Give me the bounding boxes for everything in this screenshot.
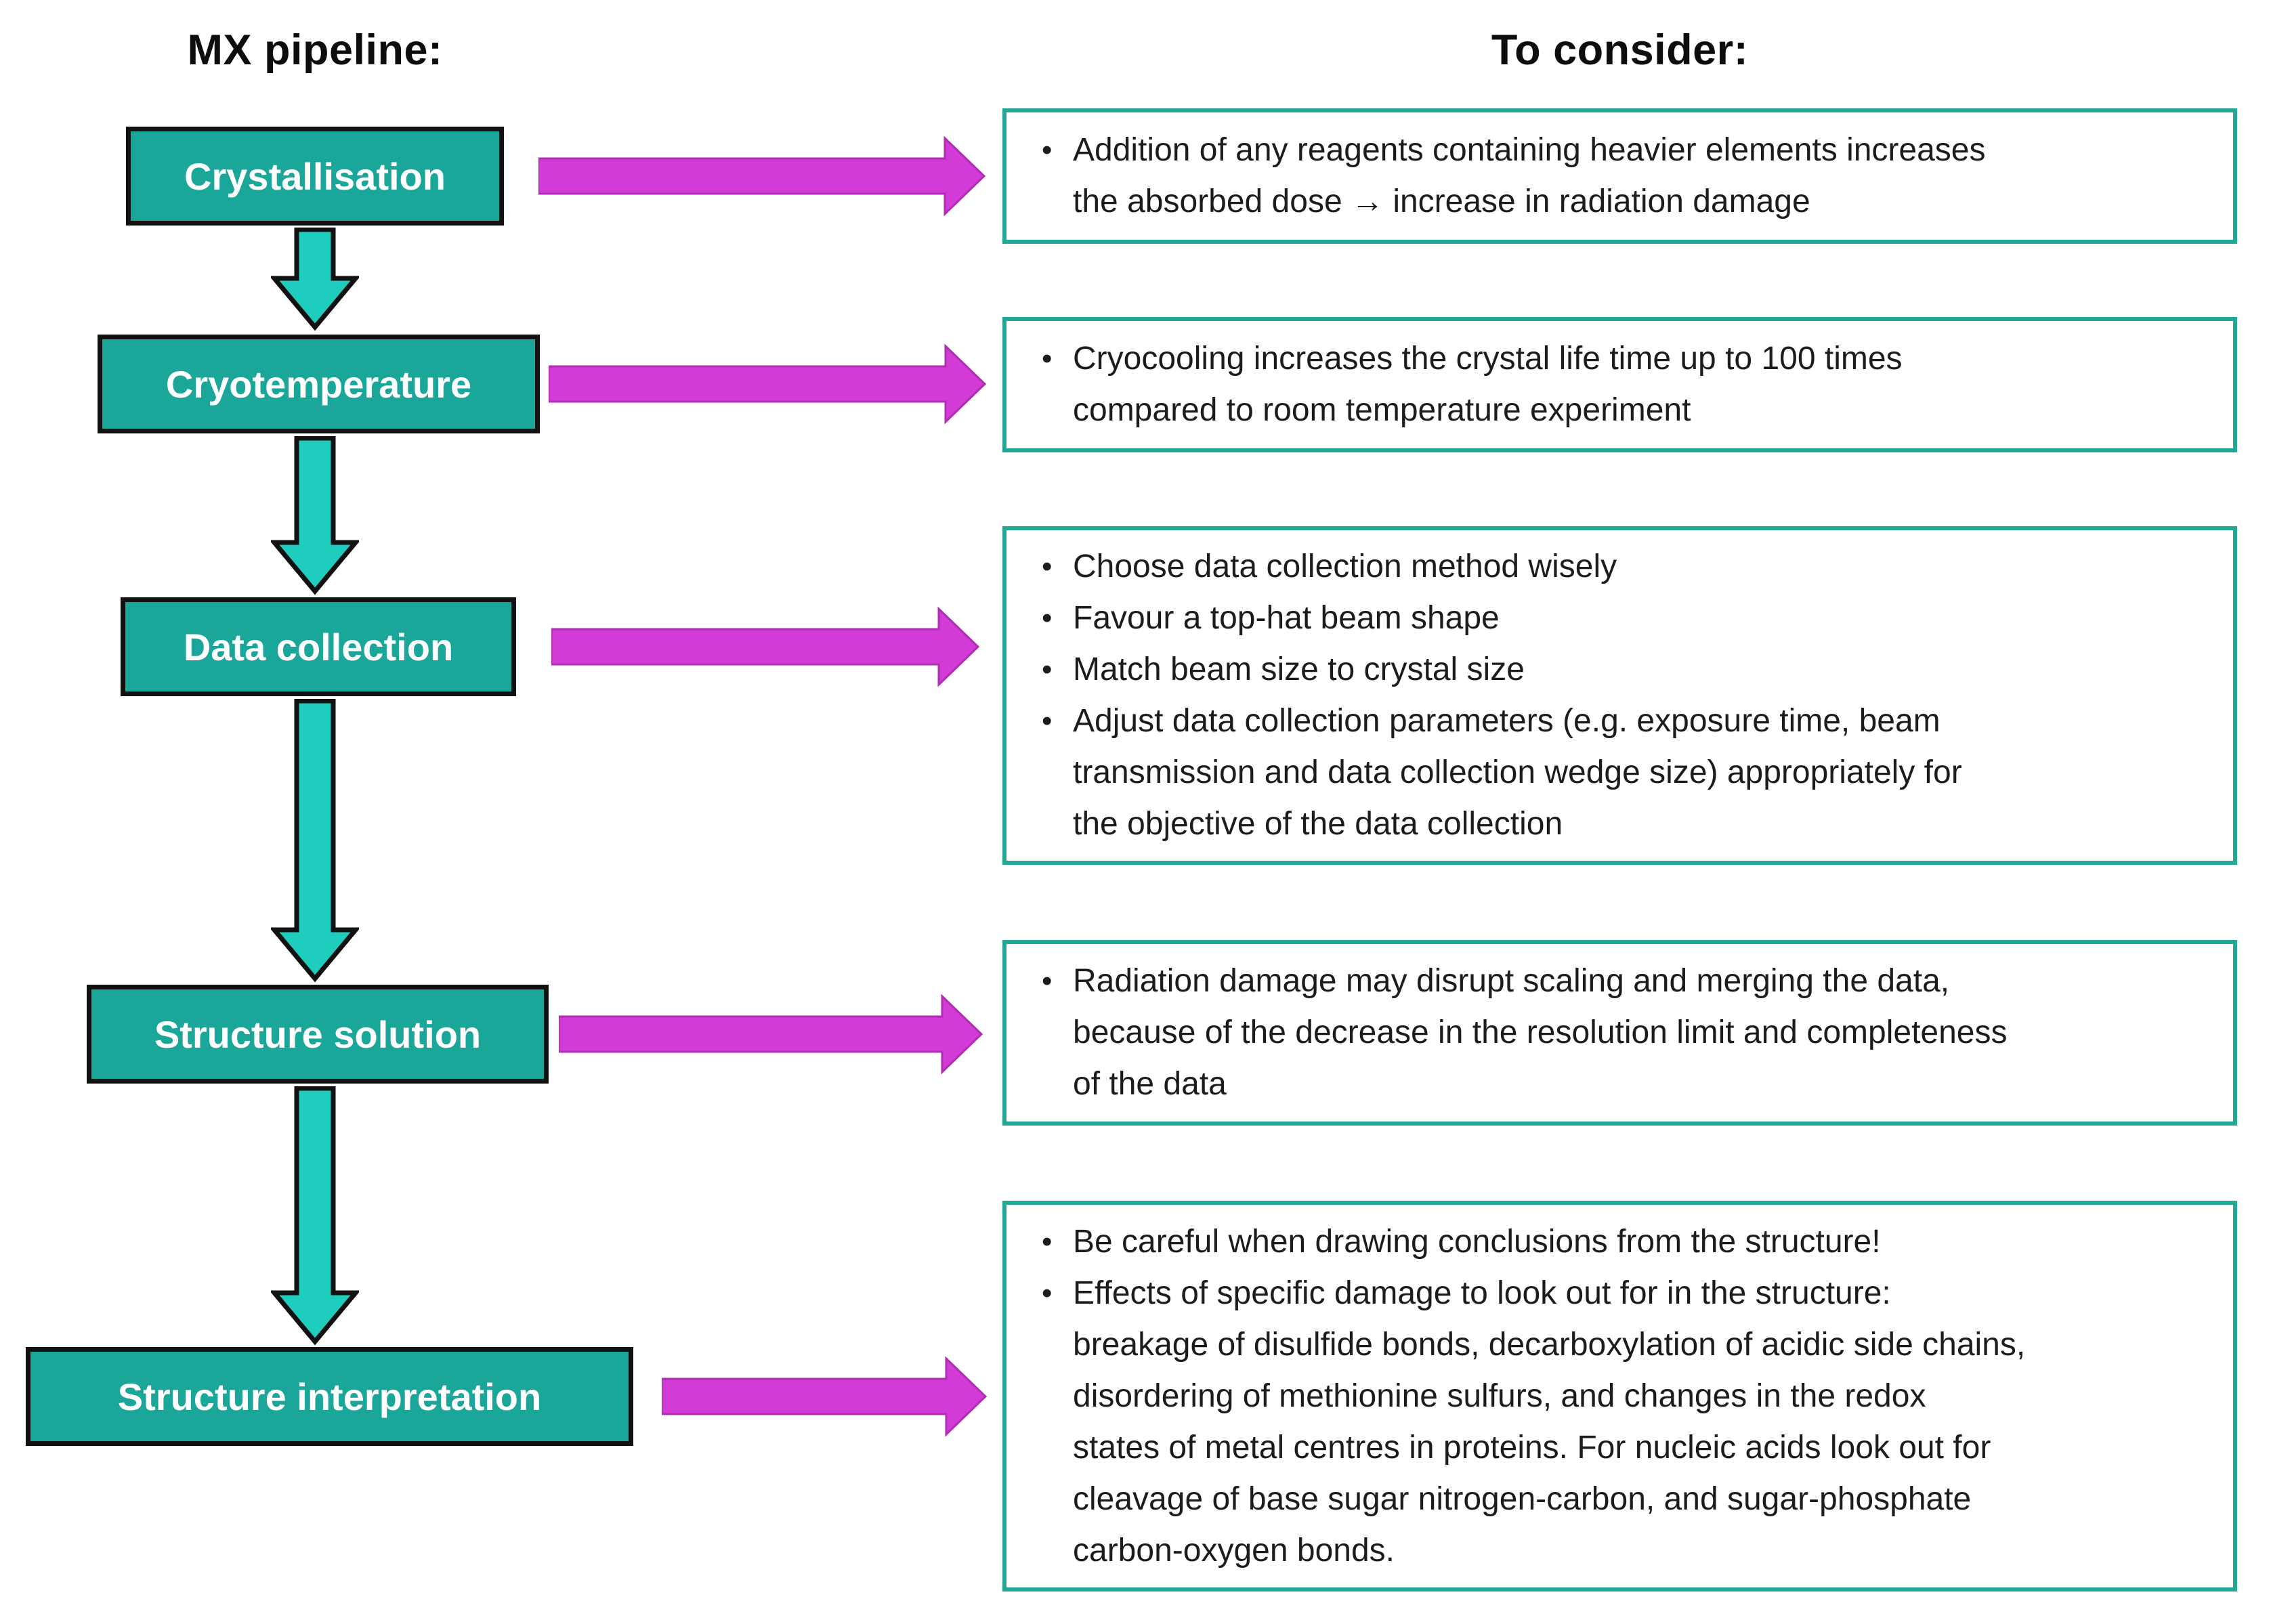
stage-box-crystallisation: [126, 127, 504, 226]
bullet-marker: •: [1042, 550, 1053, 583]
bullet-item: [1042, 125, 2206, 228]
link-right-arrow-icon: [559, 993, 984, 1075]
bullet-item: [1042, 541, 2206, 593]
bullet-line: transmission and data collection wedge size) appropriately for: [1073, 754, 1962, 790]
bullet-item: [1042, 333, 2206, 436]
bullet-line: Favour a top-hat beam shape: [1073, 600, 1500, 636]
consideration-panel-crystallisation: [1002, 108, 2237, 244]
stage-label: Cryotemperature: [165, 362, 472, 406]
consider-column-title: To consider:: [1491, 26, 1749, 74]
consideration-panel-structure-interpretation: [1002, 1201, 2237, 1591]
bullet-text: [1073, 1216, 2206, 1268]
bullet-text: [1073, 696, 2206, 850]
stage-label: Data collection: [183, 625, 454, 668]
bullet-text: [1073, 541, 2206, 593]
stage-box-structure-interpretation: [26, 1347, 633, 1446]
bullet-text: [1073, 1268, 2206, 1577]
stage-label: Structure interpretation: [117, 1375, 542, 1418]
consideration-panel-cryotemperature: [1002, 317, 2237, 452]
bullet-line: Effects of specific damage to look out for in the structure:: [1073, 1275, 1891, 1311]
bullet-item: [1042, 696, 2206, 850]
bullet-line: states of metal centres in proteins. For nucleic acids look out for: [1073, 1429, 1991, 1466]
bullet-item: [1042, 593, 2206, 644]
stage-label: Crystallisation: [184, 154, 446, 198]
bullet-line: because of the decrease in the resolution limit and completeness: [1073, 1014, 2008, 1050]
bullet-item: [1042, 644, 2206, 696]
bullet-line: carbon-oxygen bonds.: [1073, 1532, 1395, 1568]
bullet-marker: •: [1042, 704, 1053, 738]
flow-down-arrow-icon: [271, 228, 359, 333]
consideration-panel-structure-solution: [1002, 940, 2237, 1126]
bullet-line: the objective of the data collection: [1073, 806, 1563, 842]
bullet-line: Match beam size to crystal size: [1073, 651, 1525, 687]
bullet-line: Addition of any reagents containing heavier elements increases: [1073, 132, 1986, 168]
bullet-line: breakage of disulfide bonds, decarboxylation of acidic side chains,: [1073, 1326, 2026, 1363]
bullet-marker: •: [1042, 342, 1053, 375]
bullet-line: the absorbed dose → increase in radiation damage: [1073, 184, 1810, 219]
pipeline-column-title: MX pipeline:: [187, 26, 443, 74]
flow-down-arrow-icon: [271, 1086, 359, 1346]
bullet-marker: •: [1042, 1224, 1053, 1258]
link-right-arrow-icon: [662, 1356, 988, 1437]
bullet-line: of the data: [1073, 1066, 1227, 1102]
bullet-marker: •: [1042, 1276, 1053, 1310]
link-right-arrow-icon: [549, 343, 988, 425]
bullet-text: [1073, 125, 2206, 228]
bullet-marker: •: [1042, 964, 1053, 998]
flow-down-arrow-icon: [271, 699, 359, 983]
link-right-arrow-icon: [551, 606, 981, 687]
bullet-item: [1042, 1268, 2206, 1577]
bullet-line: Adjust data collection parameters (e.g. exposure time, beam: [1073, 703, 1941, 739]
bullet-line: Choose data collection method wisely: [1073, 549, 1617, 584]
bullet-line: cleavage of base sugar nitrogen-carbon, and sugar-phosphate: [1073, 1480, 1972, 1517]
bullet-text: [1073, 333, 2206, 436]
bullet-line: Be careful when drawing conclusions from the structure!: [1073, 1223, 1881, 1260]
stage-label: Structure solution: [154, 1012, 482, 1056]
stage-box-structure-solution: [87, 985, 549, 1084]
bullet-line: compared to room temperature experiment: [1073, 392, 1691, 428]
bullet-text: [1073, 644, 2206, 696]
bullet-line: disordering of methionine sulfurs, and changes in the redox: [1073, 1377, 1926, 1414]
bullet-line: Cryocooling increases the crystal life time up to 100 times: [1073, 341, 1903, 377]
bullet-line: Radiation damage may disrupt scaling and merging the data,: [1073, 963, 1950, 999]
stage-box-cryotemperature: [98, 335, 540, 433]
stage-box-data-collection: [121, 597, 516, 696]
bullet-marker: •: [1042, 653, 1053, 686]
bullet-item: [1042, 1216, 2206, 1268]
bullet-item: [1042, 956, 2206, 1110]
flow-down-arrow-icon: [271, 436, 359, 596]
link-right-arrow-icon: [538, 135, 985, 217]
bullet-marker: •: [1042, 601, 1053, 635]
bullet-text: [1073, 956, 2206, 1110]
consideration-panel-data-collection: [1002, 526, 2237, 865]
bullet-marker: •: [1042, 133, 1053, 167]
bullet-text: [1073, 593, 2206, 644]
